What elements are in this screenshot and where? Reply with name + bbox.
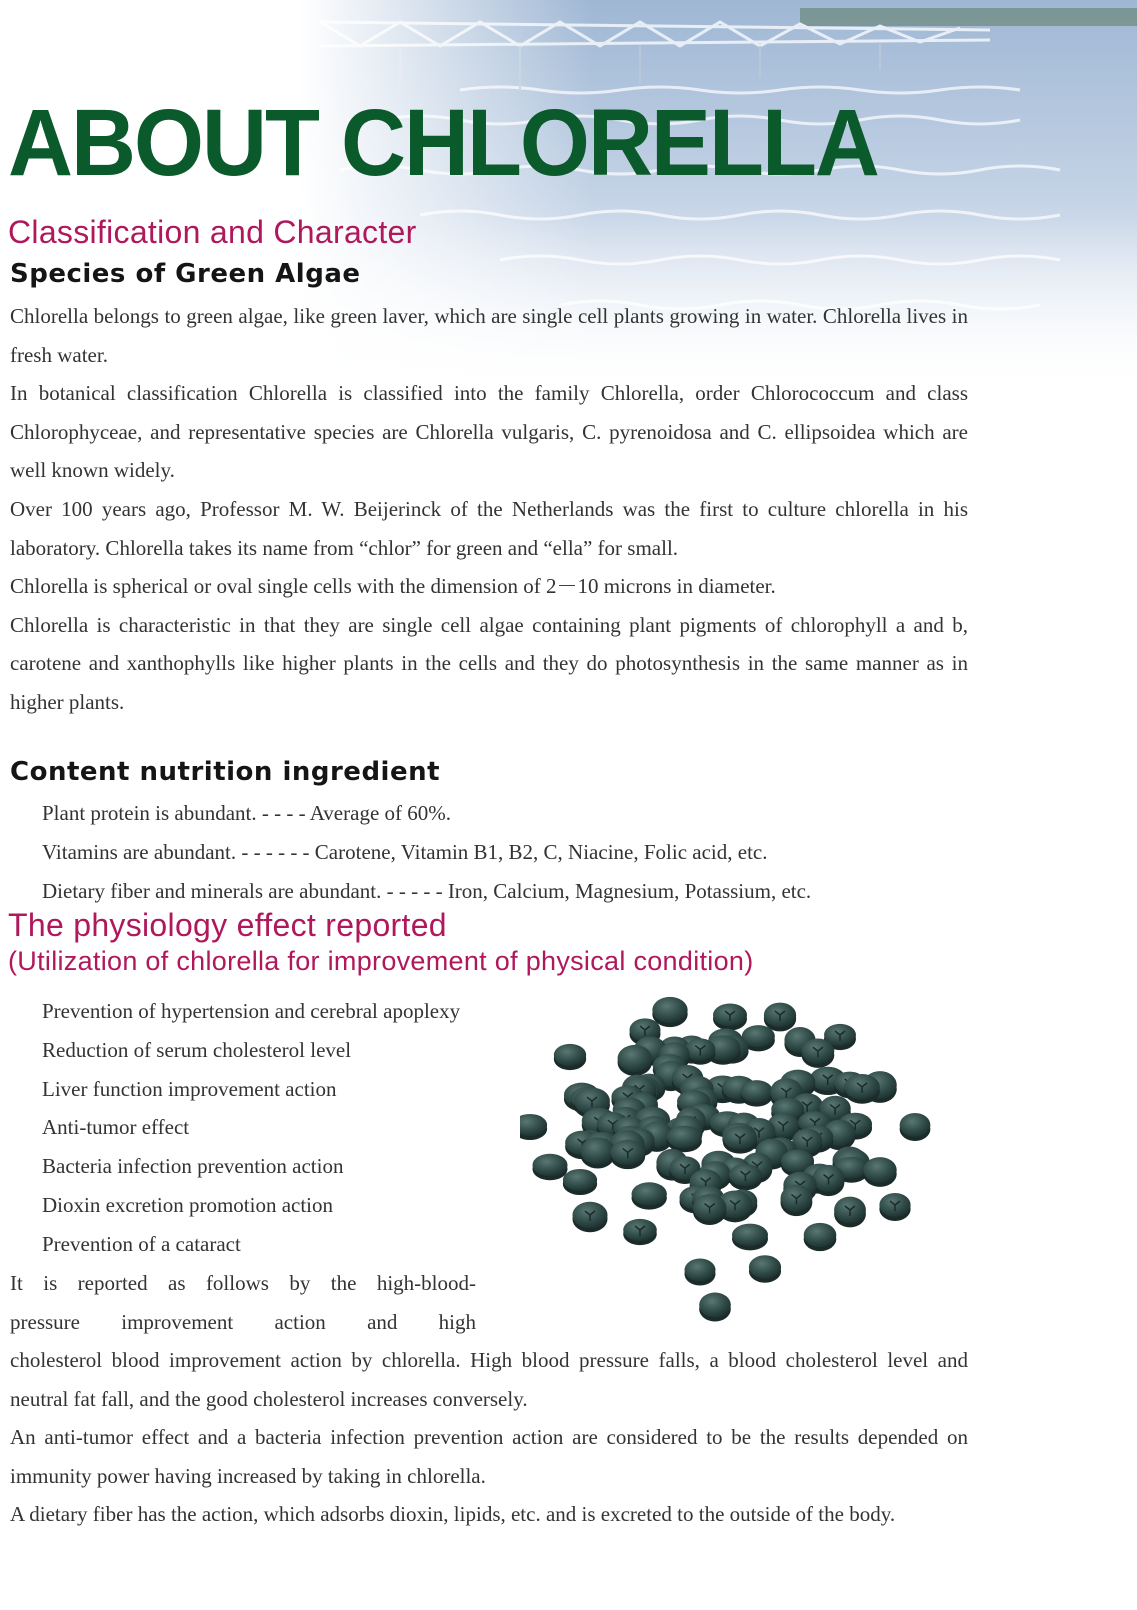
effects-list (42, 992, 460, 1264)
paragraph: Chlorella is characteristic in that they are single cell algae containing plant pigments of chlorophyll a and b, carotene and xanthophylls like higher plants in the cells and they do photosynthesis in the same manner as in higher plants. (10, 612, 968, 714)
classification-heading: Classification and Character (8, 214, 417, 250)
nutrition-list (42, 794, 811, 910)
species-subheading: Species of Green Algae (10, 259, 361, 289)
physiology-text (10, 1341, 968, 1534)
list-item: Reduction of serum cholesterol level (42, 1037, 352, 1062)
physiology-subheading: (Utilization of chlorella for improvement of physical condition) (8, 946, 754, 976)
report-intro (10, 1264, 476, 1341)
paragraph: Over 100 years ago, Professor M. W. Beijerinck of the Netherlands was the first to culture chlorella in his laboratory. Chlorella takes its name from “chlor” for green and “ella” for small. (10, 496, 968, 560)
paragraph: An anti-tumor effect and a bacteria infection prevention action are considered to be the results depended on immunity power having increased by taking in chlorella. (10, 1425, 968, 1488)
list-item: Prevention of a cataract (42, 1231, 241, 1256)
paragraph: cholesterol blood improvement action by chlorella. High blood pressure falls, a blood cholesterol level and neutral fat fall, and the good cholesterol increases conversely. (10, 1348, 968, 1411)
chlorella-tablets-image (520, 995, 940, 1325)
physiology-heading: The physiology effect reported (8, 907, 447, 943)
page-title: ABOUT CHLORELLA (8, 90, 878, 196)
list-item: Dietary fiber and minerals are abundant. - - - - - Iron, Calcium, Magnesium, Potassium, etc. (42, 878, 812, 903)
paragraph: Chlorella is spherical or oval single cells with the dimension of 2－10 microns in diameter. (10, 574, 776, 599)
paragraph: Chlorella belongs to green algae, like green laver, which are single cell plants growing in water. Chlorella lives in fresh water. (10, 304, 968, 367)
report-line: pressure improvement action and high (10, 1309, 476, 1334)
list-item: Vitamins are abundant. - - - - - - Carotene, Vitamin B1, B2, C, Niacine, Folic acid, etc. (42, 839, 768, 864)
nutrition-subheading: Content nutrition ingredient (10, 757, 441, 787)
list-item: Dioxin excretion promotion action (42, 1192, 334, 1217)
report-line: It is reported as follows by the high-blood- (10, 1271, 476, 1295)
list-item: Liver function improvement action (42, 1076, 337, 1101)
paragraph: A dietary fiber has the action, which adsorbs dioxin, lipids, etc. and is excreted to the outside of the body. (10, 1502, 896, 1527)
list-item: Prevention of hypertension and cerebral apoplexy (42, 999, 461, 1023)
classification-text (10, 297, 968, 722)
paragraph: In botanical classification Chlorella is classified into the family Chlorella, order Chlorococcum and class Chlorophyceae, and representative species are Chlorella vulgaris, C. pyrenoidosa and C. ellipsoidea which are well known widely. (10, 381, 968, 483)
list-item: Plant protein is abundant. - - - - Average of 60%. (42, 801, 451, 825)
list-item: Bacteria infection prevention action (42, 1154, 344, 1179)
list-item: Anti-tumor effect (42, 1115, 190, 1140)
